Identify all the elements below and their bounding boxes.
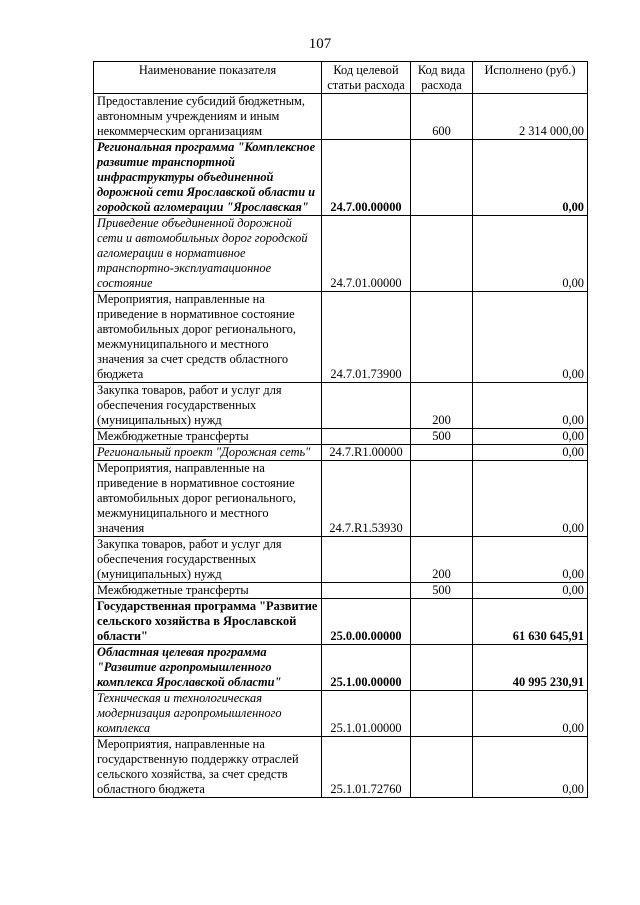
row-amount: 0,00 (473, 583, 588, 599)
row-name: Областная целевая программа "Развитие агропромышленного комплекса Ярославской области" (94, 645, 322, 691)
row-kind: 500 (411, 429, 473, 445)
row-amount: 2 314 000,00 (473, 94, 588, 140)
table-row (94, 645, 588, 691)
row-name: Региональный проект "Дорожная сеть" (94, 445, 322, 461)
row-name: Закупка товаров, работ и услуг для обеспечения государственных (муниципальных) нужд (94, 537, 322, 583)
table-row (94, 383, 588, 429)
row-code: 24.7.R1.00000 (322, 445, 411, 461)
row-kind (411, 216, 473, 292)
row-amount: 0,00 (473, 737, 588, 798)
row-name: Мероприятия, направленные на приведение в нормативное состояние автомобильных дорог регионального, межмуниципального и местного значения (94, 461, 322, 537)
row-amount: 0,00 (473, 461, 588, 537)
header-amount: Исполнено (руб.) (473, 62, 588, 94)
row-name: Мероприятия, направленные на приведение в нормативное состояние автомобильных дорог регионального, межмуниципального и местного значения за счет средств областного бюджета (94, 292, 322, 383)
page-number: 107 (308, 36, 332, 52)
table-row (94, 429, 588, 445)
row-name: Техническая и технологическая модернизация агропромышленного комплекса (94, 691, 322, 737)
row-code (322, 583, 411, 599)
budget-table (93, 61, 588, 798)
row-code: 25.0.00.00000 (322, 599, 411, 645)
row-code: 25.1.01.00000 (322, 691, 411, 737)
row-name: Межбюджетные трансферты (94, 583, 322, 599)
row-amount: 0,00 (473, 383, 588, 429)
row-name: Государственная программа "Развитие сельского хозяйства в Ярославской области" (94, 599, 322, 645)
row-amount: 40 995 230,91 (473, 645, 588, 691)
table-row (94, 537, 588, 583)
row-amount: 0,00 (473, 691, 588, 737)
row-code (322, 94, 411, 140)
header-kind: Код вида расхода (411, 62, 473, 94)
table-row (94, 445, 588, 461)
row-kind (411, 140, 473, 216)
row-amount: 0,00 (473, 537, 588, 583)
row-kind (411, 461, 473, 537)
row-code: 24.7.01.00000 (322, 216, 411, 292)
row-code (322, 383, 411, 429)
row-amount: 0,00 (473, 445, 588, 461)
row-kind: 600 (411, 94, 473, 140)
table-header-row (94, 62, 588, 94)
row-amount: 0,00 (473, 292, 588, 383)
row-amount: 0,00 (473, 140, 588, 216)
row-kind (411, 691, 473, 737)
table-row (94, 292, 588, 383)
row-name: Региональная программа "Комплексное развитие транспортной инфраструктуры объединенной дорожной сети Ярославской области и городской агломерации "Ярославская" (94, 140, 322, 216)
header-name: Наименование показателя (94, 62, 322, 94)
table-row (94, 140, 588, 216)
table-row (94, 737, 588, 798)
row-name: Закупка товаров, работ и услуг для обеспечения государственных (муниципальных) нужд (94, 383, 322, 429)
row-kind (411, 292, 473, 383)
row-amount: 0,00 (473, 216, 588, 292)
row-code: 24.7.R1.53930 (322, 461, 411, 537)
row-code (322, 537, 411, 583)
table-row (94, 583, 588, 599)
table-body (94, 94, 588, 798)
table-row (94, 94, 588, 140)
row-code: 25.1.00.00000 (322, 645, 411, 691)
header-code: Код целевой статьи расхода (322, 62, 411, 94)
row-kind: 200 (411, 537, 473, 583)
row-amount: 0,00 (473, 429, 588, 445)
row-kind (411, 737, 473, 798)
table-row (94, 691, 588, 737)
row-code: 24.7.00.00000 (322, 140, 411, 216)
row-code: 25.1.01.72760 (322, 737, 411, 798)
table-row (94, 216, 588, 292)
row-kind: 500 (411, 583, 473, 599)
row-name: Приведение объединенной дорожной сети и автомобильных дорог городской агломерации в нормативное транспортно-эксплуатационное состояние (94, 216, 322, 292)
row-name: Межбюджетные трансферты (94, 429, 322, 445)
table-row (94, 461, 588, 537)
row-amount: 61 630 645,91 (473, 599, 588, 645)
row-name: Предоставление субсидий бюджетным, автономным учреждениям и иным некоммерческим организациям (94, 94, 322, 140)
row-kind (411, 445, 473, 461)
row-kind: 200 (411, 383, 473, 429)
row-name: Мероприятия, направленные на государственную поддержку отраслей сельского хозяйства, за счет средств областного бюджета (94, 737, 322, 798)
row-kind (411, 599, 473, 645)
table-row (94, 599, 588, 645)
row-kind (411, 645, 473, 691)
row-code (322, 429, 411, 445)
row-code: 24.7.01.73900 (322, 292, 411, 383)
